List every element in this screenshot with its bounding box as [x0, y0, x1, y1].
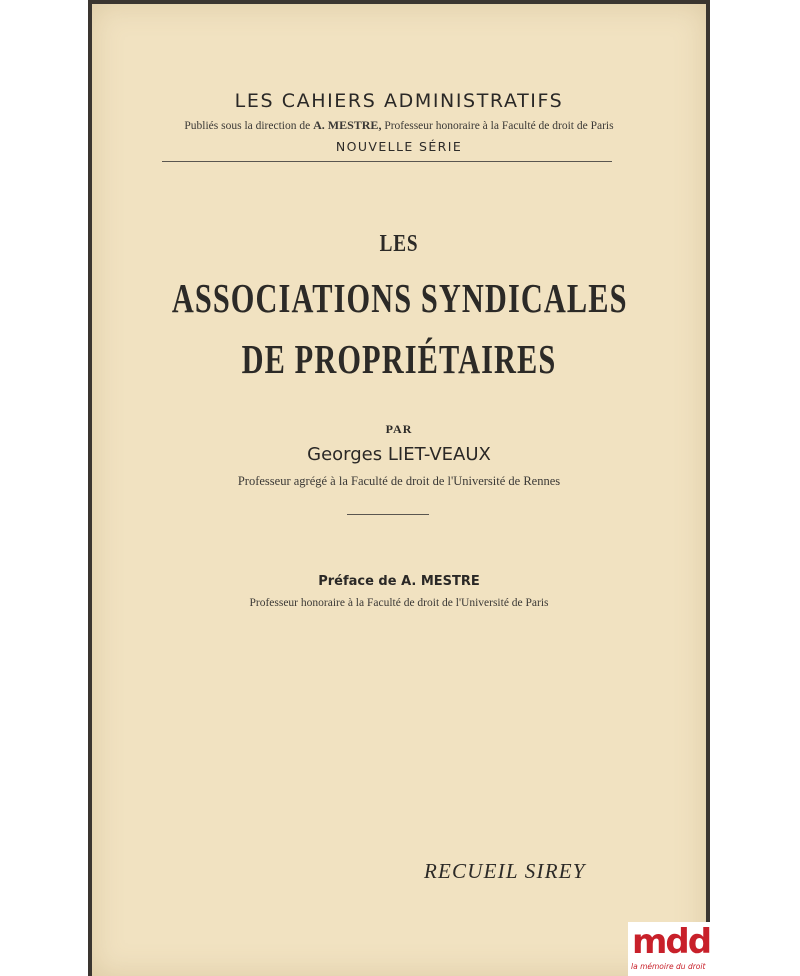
logo-tagline: la mémoire du droit	[631, 962, 706, 971]
logo-mark: mdd	[632, 922, 711, 962]
middle-divider	[347, 514, 429, 515]
title-article: LES	[379, 231, 419, 257]
author-affiliation: Professeur agrégé à la Faculté de droit de l'Université de Rennes	[237, 474, 561, 488]
book-cover	[92, 4, 706, 976]
preface-title: Préface de A. MESTRE	[318, 574, 480, 589]
title-line-2: DE PROPRIÉTAIRES	[241, 336, 557, 382]
title-line-1: ASSOCIATIONS SYNDICALES	[171, 275, 628, 321]
series-title: LES CAHIERS ADMINISTRATIFS	[234, 90, 564, 112]
publisher-name: RECUEIL SIREY	[424, 859, 586, 883]
author-by: PAR	[385, 422, 413, 436]
series-director: A. MESTRE,	[313, 118, 382, 132]
author-name: Georges LIET-VEAUX	[307, 444, 491, 465]
preface-affiliation: Professeur honoraire à la Faculté de droit de l'Université de Paris	[249, 597, 549, 609]
top-divider	[162, 161, 612, 162]
series-subtitle	[92, 118, 706, 133]
series-subtitle-prefix: Publiés sous la direction de	[184, 120, 311, 132]
series-subtitle-suffix: Professeur honoraire à la Faculté de droit de Paris	[384, 120, 614, 132]
watermark-logo	[628, 922, 712, 976]
series-edition: NOUVELLE SÉRIE	[335, 139, 463, 154]
